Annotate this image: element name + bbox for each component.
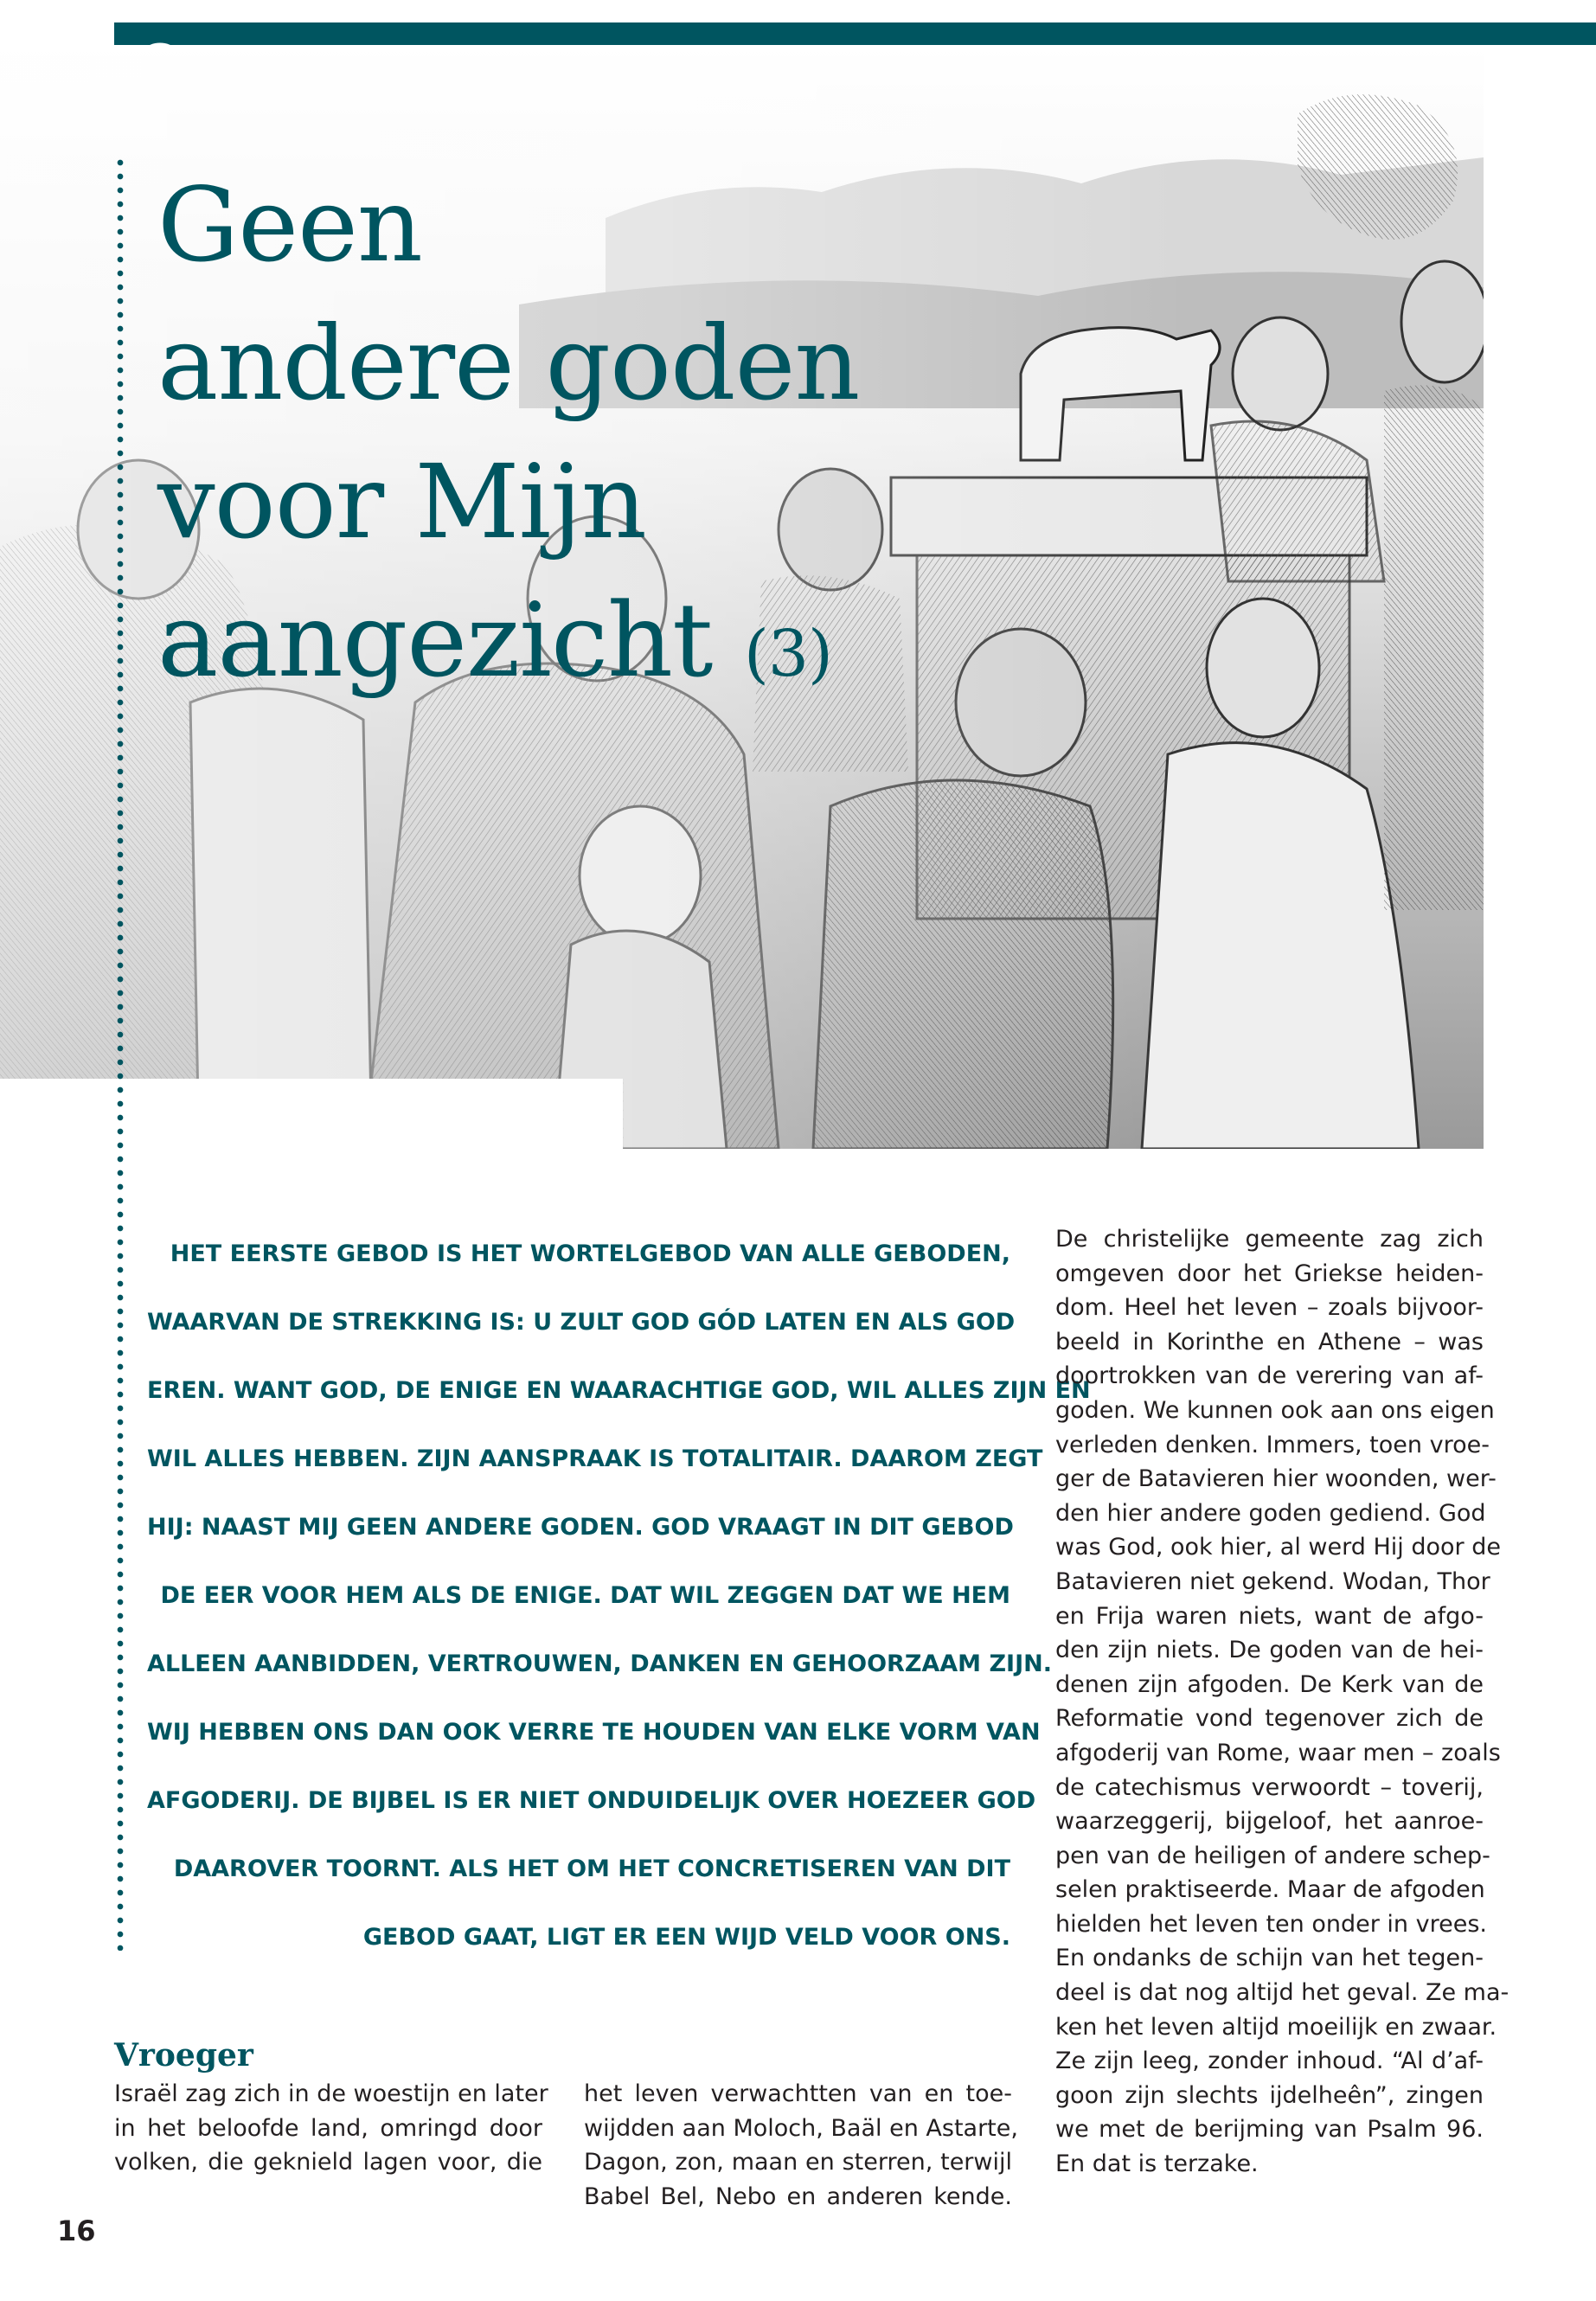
intro-lead [147,1220,1091,1971]
text-line: den zijn niets. De goden van de hei- [1055,1637,1484,1664]
text-line: wijdden aan Moloch, Baäl en Astarte, [584,2114,1018,2142]
text-line: we met de berijming van Psalm 96. [1055,2116,1484,2144]
text-line: pen van de heiligen of andere schep- [1055,1842,1490,1869]
intro-line: EREN. WANT GOD, DE ENIGE EN WAARACHTIGE GOD, WIL ALLES ZIJN EN [147,1377,1091,1404]
text-line: goden. We kunnen ook aan ons eigen [1055,1396,1495,1424]
text-line: En ondanks de schijn van het tegen- [1055,1945,1484,1972]
text-line: ken het leven altijd moeilijk en zwaar. [1055,2013,1497,2041]
text-line: denen zijn afgoden. De Kerk van de [1055,1670,1484,1698]
text-line: den hier andere goden gediend. God [1055,1499,1486,1527]
text-line: dom. Heel het leven – zoals bijvoor- [1055,1294,1484,1322]
intro-line: WIL ALLES HEBBEN. ZIJN AANSPRAAK IS TOTALITAIR. DAAROM ZEGT [147,1445,1043,1472]
text-line: was God, ook hier, al werd Hij door de [1055,1534,1501,1561]
title-line-3: voor Mijn [157,442,646,561]
intro-line: ALLEEN AANBIDDEN, VERTROUWEN, DANKEN EN GEHOORZAAM ZIJN. [147,1650,1052,1677]
body-column-right [1055,1222,1509,2182]
text-line: Reformatie vond tegenover zich de [1055,1705,1484,1733]
body-column-left [114,2077,548,2180]
text-line: verleden denken. Immers, toen vroe- [1055,1431,1490,1458]
header-band-extension [779,22,1596,45]
text-line: Ze zijn leeg, zonder inhoud. “Al d’af- [1055,2048,1484,2075]
intro-line: HET EERSTE GEBOD IS HET WORTELGEBOD VAN ALLE GEBODEN, [170,1240,1010,1267]
intro-line: AFGODERIJ. DE BIJBEL IS ER NIET ONDUIDELIJK OVER HOEZEER GOD [147,1787,1036,1814]
text-line: omgeven door het Griekse heiden- [1055,1259,1484,1287]
text-line: afgoderij van Rome, waar men – zoals [1055,1739,1501,1766]
text-line: Israël zag zich in de woestijn en later [114,2080,548,2107]
text-line: beeld in Korinthe en Athene – was [1055,1328,1484,1356]
dotted-divider [117,156,124,1951]
intro-line: DE EER VOOR HEM ALS DE ENIGE. DAT WIL ZEGGEN DAT WE HEM [160,1582,1010,1609]
text-line: de catechismus verwoordt – toverij, [1055,1773,1484,1801]
article-title [157,156,859,723]
text-line: het leven verwachtten van en toe- [584,2080,1012,2107]
intro-line: DAAROVER TOORNT. ALS HET OM HET CONCRETISEREN VAN DIT [173,1856,1010,1882]
text-line: hielden het leven ten onder in vrees. [1055,1910,1487,1938]
text-line: selen praktiseerde. Maar de afgoden [1055,1876,1485,1904]
page-number: 16 [57,2214,96,2247]
subheading-vroeger: Vroeger [114,2037,253,2073]
intro-line: GEBOD GAAT, LIGT ER EEN WIJD VELD VOOR ONS. [362,1924,1010,1951]
text-line: Babel Bel, Nebo en anderen kende. [584,2182,1012,2210]
text-line: en Frija waren niets, want de afgo- [1055,1602,1484,1630]
title-part-number: (3) [744,617,832,691]
title-line-1: Geen [157,165,422,285]
text-line: Dagon, zon, maan en sterren, terwijl [584,2149,1012,2176]
text-line: En dat is terzake. [1055,2150,1259,2178]
title-line-2: andere goden [157,304,860,423]
text-line: doortrokken van de verering van af- [1055,1362,1484,1390]
text-line: De christelijke gemeente zag zich [1055,1226,1484,1253]
intro-line: WIJ HEBBEN ONS DAN OOK VERRE TE HOUDEN VAN ELKE VORM VAN [147,1719,1041,1746]
text-line: waarzeggerij, bijgeloof, het aanroe- [1055,1808,1484,1836]
text-line: volken, die geknield lagen voor, die [114,2149,542,2176]
text-line: in het beloofde land, omringd door [114,2114,542,2142]
text-line: Batavieren niet gekend. Wodan, Thor [1055,1567,1490,1595]
title-line-4: aangezicht (3) [157,580,832,700]
intro-line: HIJ: NAAST MIJ GEEN ANDERE GODEN. GOD VRAAGT IN DIT GEBOD [147,1514,1014,1541]
body-column-middle [584,2077,1018,2214]
text-line: goon zijn slechts ijdelheên”, zingen [1055,2081,1484,2109]
intro-line: WAARVAN DE STREKKING IS: U ZULT GOD GÓD LATEN EN ALS GOD [147,1309,1016,1336]
text-line: ger de Batavieren hier woonden, wer- [1055,1465,1497,1493]
text-line: deel is dat nog altijd het geval. Ze ma- [1055,1979,1509,2007]
